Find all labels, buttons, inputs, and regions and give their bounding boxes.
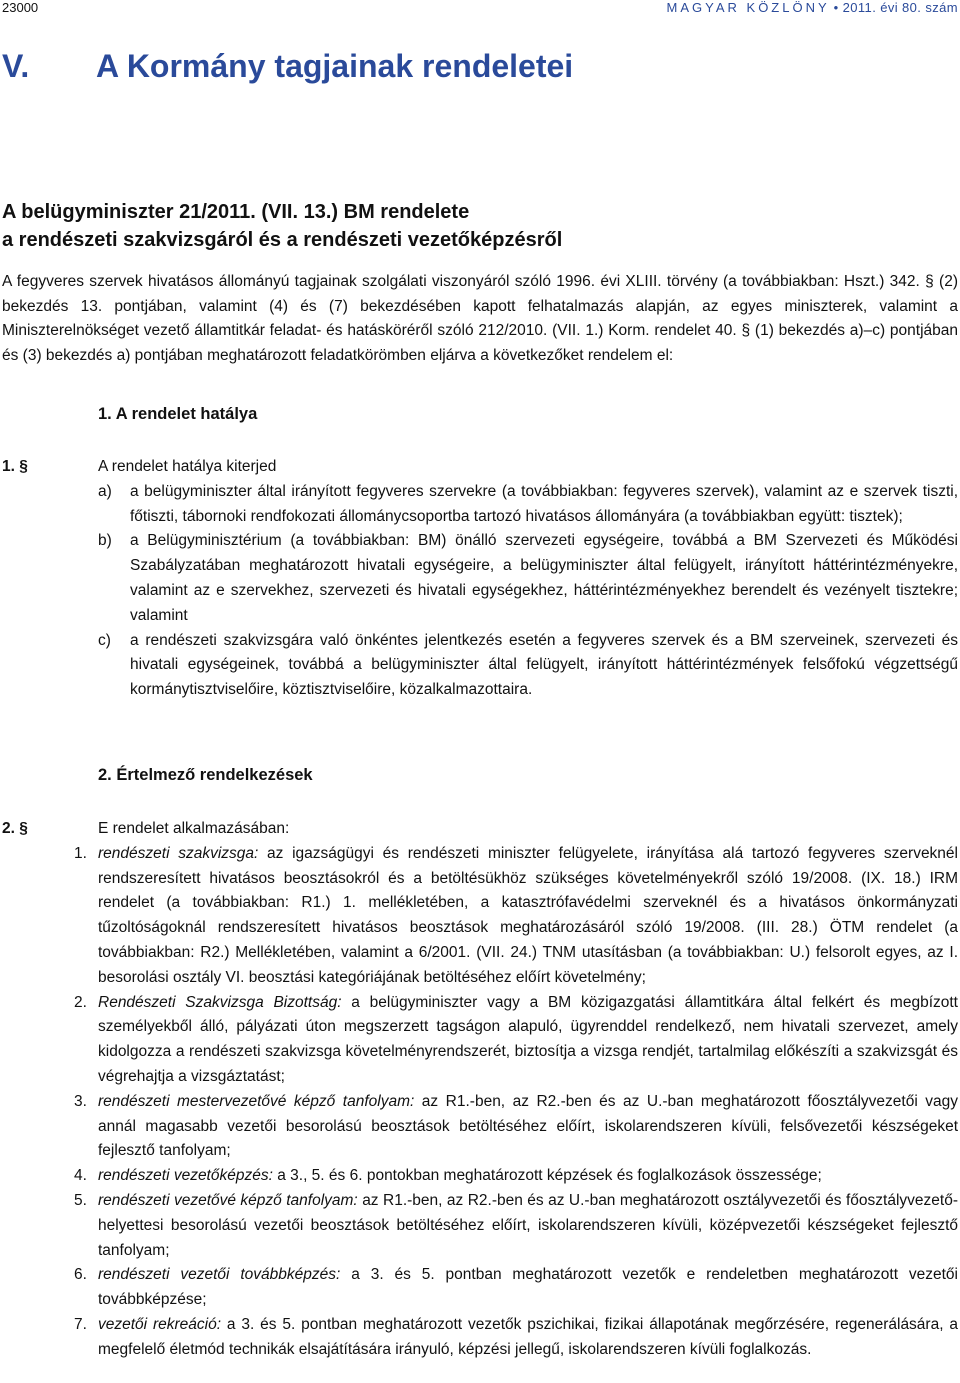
page-header: [0, 0, 960, 18]
issue-info: • 2011. évi 80. szám: [833, 0, 958, 15]
definition-text: a belügyminiszter vagy a BM közigazgatási államtitkára által felkért és megbízott személyekből álló, pályázati úton megszerzett tagságon alapuló, ügyrenddel rendelkező, nem hivatali szervezet, amely kidolgozza a rendészeti szakvizsga követelményrendszerét, biztosítja a vizsga rendjét, tartalmilag előkészíti a szakvizsgát és végrehajtja a vizsgáztatást;: [98, 993, 958, 1085]
definition-text: az R1.-ben, az R2.-ben és az U.-ban meghatározott főosztályvezetői vagy annál magasabb vezetői besorolású beosztások betöltéséhez előírt, iskolarendszeren kívüli, felsővezetői készségeket fejlesztő tanfolyam;: [98, 1092, 958, 1160]
definition-text: az R1.-ben, az R2.-ben és az U.-ban meghatározott osztályvezetői és főosztályvezető-helyettesi besorolású vezetői beosztások betöltéséhez előírt, iskolarendszeren kívüli, középvezetői készségeket fejlesztő tanfolyam;: [98, 1191, 958, 1259]
paragraph-number: 1. §: [2, 458, 28, 475]
defined-term: rendészeti vezetővé képző tanfolyam:: [98, 1191, 358, 1209]
item-marker: c): [98, 631, 111, 649]
paragraph-1: [2, 455, 958, 703]
item-marker: 4.: [74, 1167, 87, 1185]
paragraph-2-head: [2, 817, 958, 842]
definition-text: a 3., 5. és 6. pontokban meghatározott képzések és foglalkozások összessége;: [272, 1167, 822, 1185]
definition-item: [2, 842, 958, 991]
regulation-title: [2, 198, 562, 254]
defined-term: rendészeti vezetőképzés:: [98, 1167, 273, 1185]
journal-name: MAGYAR KÖZLÖNY: [666, 0, 830, 15]
section-2-heading: 2. Értelmező rendelkezések: [98, 766, 313, 784]
defined-term: rendészeti szakvizsga:: [98, 844, 259, 862]
section-1-heading: 1. A rendelet hatálya: [98, 405, 258, 423]
list-item: [98, 629, 958, 703]
defined-term: rendészeti mestervezetővé képző tanfolyam:: [98, 1092, 415, 1110]
defined-term: rendészeti vezetői továbbképzés:: [98, 1266, 341, 1284]
definition-item: [2, 1313, 958, 1363]
paragraph-number: 2. §: [2, 820, 28, 837]
paragraph-2: [2, 817, 958, 1363]
chapter-number: V.: [2, 48, 30, 84]
page-number: 23000: [2, 0, 39, 15]
list-item: [98, 480, 958, 530]
definition-item: [2, 1164, 958, 1189]
chapter-name: A Kormány tagjainak rendeletei: [96, 48, 574, 84]
definition-item: [2, 991, 958, 1090]
definition-item: [2, 1090, 958, 1164]
item-marker: a): [98, 482, 112, 500]
paragraph-text: A rendelet hatálya kiterjed: [98, 458, 277, 475]
item-marker: 7.: [74, 1315, 87, 1333]
item-marker: 5.: [74, 1191, 87, 1209]
regulation-title-line1: A belügyminiszter 21/2011. (VII. 13.) BM rendelete: [2, 201, 470, 223]
regulation-title-line2: a rendészeti szakvizsgáról és a rendészeti vezetőképzésről: [2, 229, 563, 251]
definition-item: [2, 1263, 958, 1313]
preamble: A fegyveres szervek hivatásos állományú tagjainak szolgálati viszonyáról szóló 1996. évi XLIII. törvény (a továbbiakban: Hszt.) 342. § (2) bekezdés 13. pontjában, valamint (4) és (7) bekezdésében kapott felhatalmazás alapján, az egyes miniszterek, valamint a Miniszterelnökséget vezető államtitkár feladat- és hatásköréről szóló 212/2010. (VII. 1.) Korm. rendelet 40. § (1) bekezdés a)–c) pontjában és (3) bekezdés a) pontjában meghatározott feladatkörömben eljárva a következőket rendelem el:: [2, 273, 958, 364]
item-marker: b): [98, 532, 112, 550]
definition-text: a 3. és 5. pontban meghatározott vezetők pszichikai, fizikai állapotának megőrzésére, regenerálására, a megfelelő életmód technikák elsajátítására irányuló, képzési jellegű, iskolarendszeren kívüli foglalkozás.: [98, 1315, 958, 1358]
item-text: a belügyminiszter által irányított fegyveres szervekre (a továbbiakban: fegyveres szervek), valamint az e szervek tiszti, főtiszti, tábornoki rendfokozati állománycsoportba tartozó hivatásos állományára (a továbbiakban együtt: tisztek);: [130, 482, 958, 525]
item-text: a Belügyminisztérium (a továbbiakban: BM) önálló szervezeti egységeire, továbbá a BM Szervezeti és Működési Szabályzatában meghatározott hivatali egységeire, a belügyminiszter által felügyelt, irányított háttérintézményekre, valamint az e szervekhez, szervezeti és hivatali egységekhez, háttérintézményekhez berendelt és vezényelt tisztekre; valamint: [130, 532, 958, 624]
definition-text: az igazságügyi és rendészeti miniszter felügyelete, irányítása alá tartozó fegyveres szerveknél rendszeresített hivatásos beosztásokról és a betöltésükhöz szükséges követelményekről szóló 19/2008. (IX. 18.) IRM rendelet (a továbbiakban: R1.) 1. mellékletében, a katasztrófavédelmi szerveknél és a hivatásos önkormányzati tűzoltóságoknál rendszeresített hivatásos beosztások meghatározásáról szóló 19/2008. (III. 28.) ÖTM rendelet (a továbbiakban: R2.) Mellékletében, valamint a 6/2001. (VII. 24.) TNM utasításban (a továbbiakban: U.) felsorolt egyes, az I. besorolási osztály VI. beosztási kategóriájának betöltéséhez előírt követelmény;: [98, 844, 958, 986]
paragraph-text: E rendelet alkalmazásában:: [98, 820, 290, 837]
item-marker: 2.: [74, 993, 87, 1011]
paragraph-1-head: [2, 455, 958, 480]
definition-item: [2, 1189, 958, 1263]
defined-term: vezetői rekreáció:: [98, 1315, 222, 1333]
item-marker: 3.: [74, 1092, 87, 1110]
chapter-title: [2, 48, 573, 85]
item-marker: 1.: [74, 844, 87, 862]
item-marker: 6.: [74, 1266, 87, 1284]
list-item: [98, 529, 958, 628]
definition-text: a 3. és 5. pontban meghatározott vezetők e rendeletben meghatározott vezetői továbbképzése;: [98, 1266, 958, 1309]
item-text: a rendészeti szakvizsgára való önkéntes jelentkezés esetén a fegyveres szervek és a BM szerveinek, szervezeti és hivatali egységeinek, továbbá a belügyminiszter által felügyelt, irányított háttérintézmények felsőfokú végzettségű kormánytisztviselőire, köztisztviselőire, közalkalmazottaira.: [130, 631, 958, 699]
running-header: [667, 0, 958, 15]
defined-term: Rendészeti Szakvizsga Bizottság:: [98, 993, 342, 1011]
